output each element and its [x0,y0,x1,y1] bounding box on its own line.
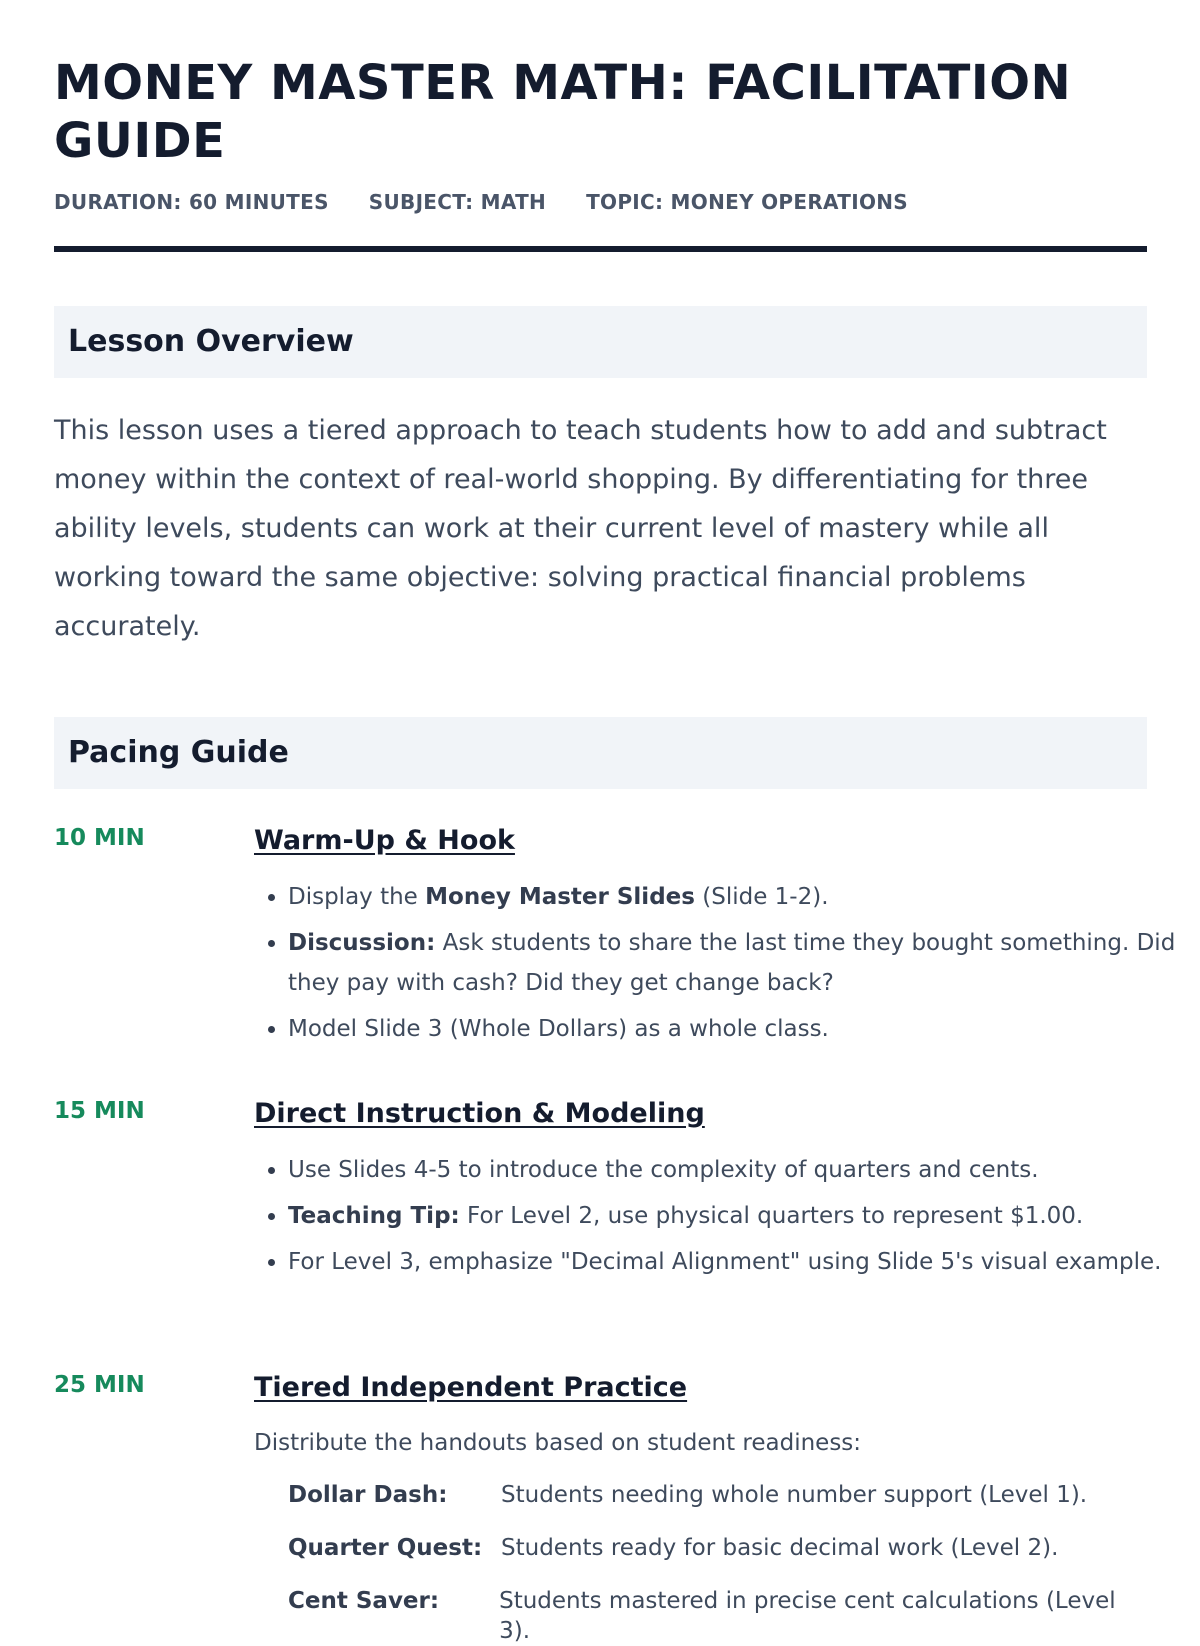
tier-description: Students mastered in precise cent calculations (Level 3). [499,1588,1116,1644]
tier-name: Quarter Quest: [288,1535,483,1561]
overview-heading: Lesson Overview [54,306,1147,378]
tier-name: Cent Saver: [288,1588,440,1614]
list-item: • Display the Money Master Slides (Slide 1-2). [288,877,1181,917]
block-items [254,877,1181,1055]
block-title: Tiered Independent Practice [254,1372,688,1403]
page-title: MONEY MASTER MATH: FACILITATION GUIDE [54,55,1072,169]
list-item: • Teaching Tip: For Level 2, use physical quarters to represent $1.00. [288,1196,1181,1236]
tier-list [288,1480,1148,1644]
list-item: • Model Slide 3 (Whole Dollars) as a whole class. [288,1009,1181,1049]
subject-label: SUBJECT: MATH [368,190,547,214]
tier-row [288,1533,1148,1586]
block-duration: 10 MIN [54,825,145,851]
topic-label: TOPIC: MONEY OPERATIONS [586,190,908,214]
tier-row [288,1586,1148,1644]
overview-text: This lesson uses a tiered approach to teach students how to add and subtract money within the context of real-world shopping. By differentiating for three ability levels, students can work at their current level of mastery while all working toward the same objective: solving practical financial problems accurately. [54,415,1107,642]
block-duration: 25 MIN [54,1372,145,1398]
practice-intro: Distribute the handouts based on student readiness: [254,1430,862,1456]
list-item: • Use Slides 4-5 to introduce the complexity of quarters and cents. [288,1150,1181,1190]
lesson-meta [54,190,908,214]
tier-row [288,1480,1148,1533]
duration-label: DURATION: 60 MINUTES [54,190,329,214]
tier-description: Students ready for basic decimal work (Level 2). [501,1535,1059,1561]
list-item: • For Level 3, emphasize "Decimal Alignment" using Slide 5's visual example. [288,1242,1181,1282]
block-title: Warm-Up & Hook [254,825,515,856]
tier-name: Dollar Dash: [288,1482,448,1508]
title-divider [54,246,1147,252]
block-duration: 15 MIN [54,1098,145,1124]
block-title: Direct Instruction & Modeling [254,1098,705,1129]
tier-description: Students needing whole number support (Level 1). [501,1482,1088,1508]
list-item: • Discussion: Ask students to share the last time they bought something. Did they pay with cash? Did they get change back? [288,923,1181,1003]
pacing-heading: Pacing Guide [54,717,1147,789]
block-items [254,1150,1181,1288]
